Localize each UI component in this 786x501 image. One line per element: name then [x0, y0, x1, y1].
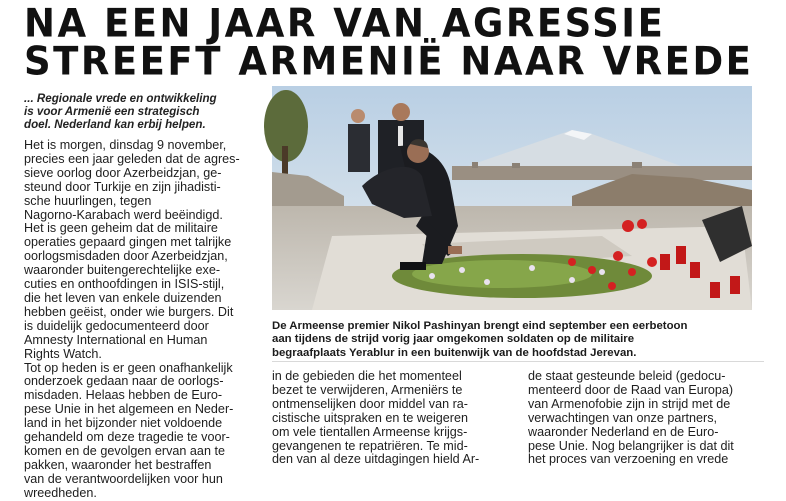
body-line: land in het bijzonder niet voldoende: [24, 416, 223, 431]
caption-divider: [272, 361, 764, 362]
headline-line-2: STREEFT ARMENIË NAAR VREDE: [24, 38, 754, 84]
body-line: Rights Watch.: [24, 346, 102, 361]
body-line: pese Unie. Nog belangrijker is dat dit: [528, 438, 734, 453]
body-line: van Armenofobie zijn in strijd met de: [528, 396, 731, 411]
body-line: sieve oorlog door Azerbeidzjan, ge-: [24, 165, 222, 180]
body-line: bezet te verwijderen, Armeniërs te: [272, 382, 463, 397]
body-line: om vele tientallen Armeense krijgs-: [272, 424, 468, 439]
body-line: ontmenselijken door middel van ra-: [272, 396, 469, 411]
body-line: pese Unie in het algemeen en Neder-: [24, 402, 234, 417]
headline-line-1: NA EEN JAAR VAN AGRESSIE: [24, 0, 666, 47]
body-line: Het is morgen, dinsdag 9 november,: [24, 138, 227, 152]
body-line: steund door Turkije en zijn jihadisti-: [24, 179, 221, 194]
body-line: hebben geëist, onder wie burgers. Dit: [24, 304, 234, 319]
body-line: Nagorno-Karabach werd beëindigd.: [24, 207, 223, 222]
body-line: gehandeld om deze tragedie te voor-: [24, 430, 230, 445]
body-line: het proces van verzoening en vrede: [528, 452, 729, 467]
photo-caption: [272, 320, 764, 360]
body-line: die het leven van enkele duizenden: [24, 290, 222, 305]
body-line: oorlogsmisdaden door Azerbeidzjan,: [24, 249, 228, 264]
body-column-2: [272, 370, 512, 467]
body-column-3: [528, 370, 768, 467]
body-line: pakken, waaronder het bestraffen: [24, 457, 212, 472]
body-line: is duidelijk gedocumenteerd door: [24, 318, 209, 333]
body-line: precies een jaar geleden dat de agres-: [24, 151, 240, 166]
caption-line: aan tijdens de strijd vorig jaar omgekomen soldaten op de militaire: [272, 333, 635, 346]
caption-line: De Armeense premier Nikol Pashinyan brengt eind september een eerbetoon: [272, 320, 688, 332]
body-line: van de verantwoordelijken voor hun: [24, 471, 223, 486]
body-line: Amnesty International en Human: [24, 332, 208, 347]
body-column-1: [24, 139, 260, 501]
body-line: verwachtingen van onze partners,: [528, 410, 718, 425]
body-line: sche huurlingen, tegen: [24, 193, 152, 208]
body-line: misdaden. Helaas hebben de Euro-: [24, 388, 223, 403]
body-line: operaties gepaard gingen met talrijke: [24, 235, 232, 250]
body-line: Tot op heden is er geen onafhankelijk: [24, 360, 233, 375]
body-line: gevangenen te repatriëren. Te mid-: [272, 438, 468, 453]
body-line: cistische uitspraken en te weigeren: [272, 410, 469, 425]
article-headline: [24, 0, 764, 84]
body-line: cuties en onthoofdingen in ISIS-stijl,: [24, 277, 225, 292]
article-photo: [272, 86, 752, 310]
cemetery-photo-illustration: [272, 86, 752, 310]
body-line: onderzoek gedaan naar de oorlogs-: [24, 374, 224, 389]
body-line: waaronder buitengerechtelijke exe-: [24, 263, 221, 278]
body-line: Het is geen geheim dat de militaire: [24, 221, 218, 236]
caption-line: begraafplaats Yerablur in een buitenwijk van de hoofdstad Jerevan.: [272, 346, 637, 359]
body-line: in de gebieden die het momenteel: [272, 369, 462, 383]
intro-line: is voor Armenië een strategisch: [24, 105, 200, 118]
body-line: de staat gesteunde beleid (gedocu-: [528, 369, 726, 383]
body-line: wreedheden.: [24, 485, 97, 500]
body-line: waaronder Nederland en de Euro-: [528, 424, 719, 439]
body-line: komen en de gevolgen ervan aan te: [24, 443, 225, 458]
body-line: menteerd door de Raad van Europa): [528, 382, 734, 397]
intro-line: doel. Nederland kan erbij helpen.: [24, 118, 206, 131]
body-line: den van al deze uitdagingen hield Ar-: [272, 452, 480, 467]
intro-line: ... Regionale vrede en ontwikkeling: [24, 92, 217, 105]
article-intro: [24, 92, 260, 131]
